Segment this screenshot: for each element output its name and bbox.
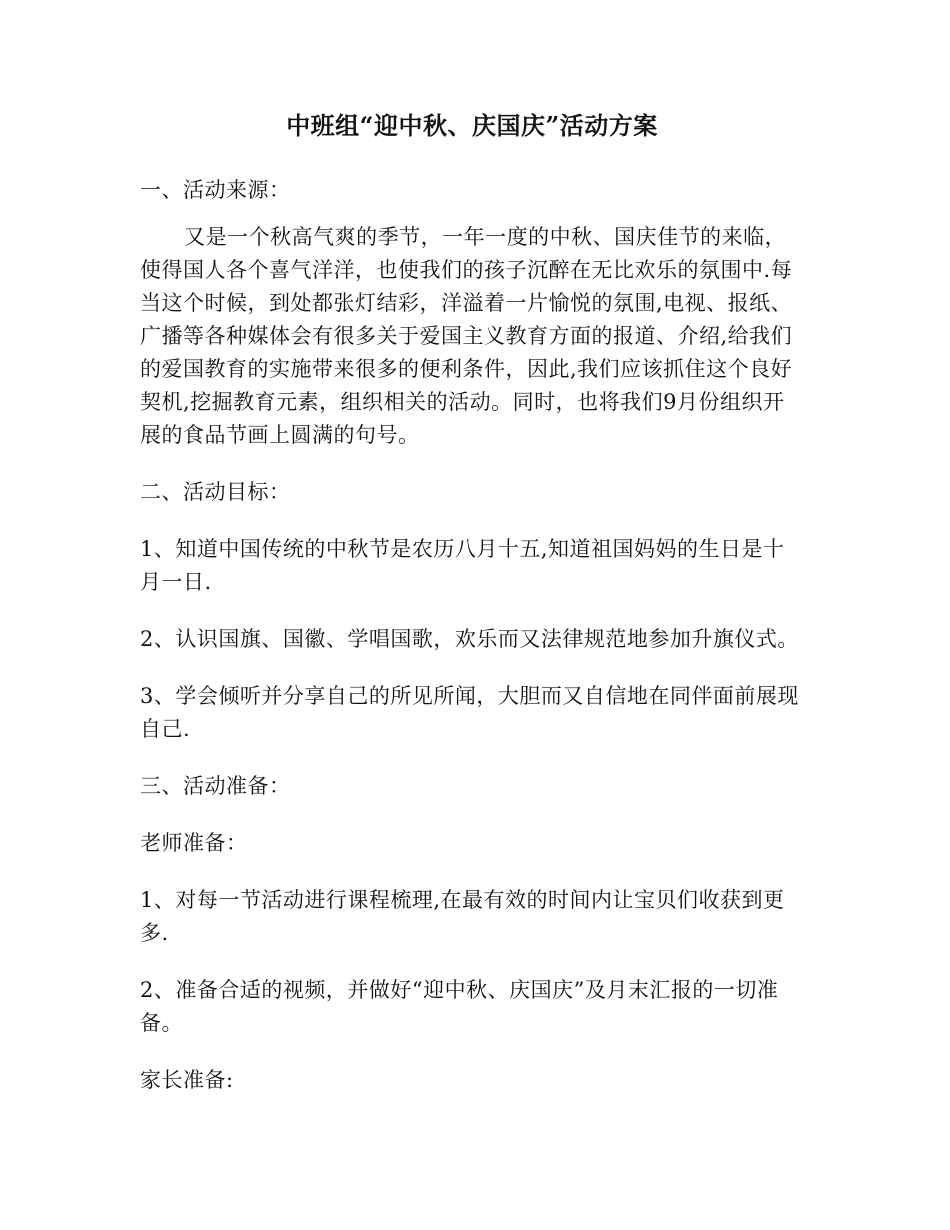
goal-item-1: 1、知道中国传统的中秋节是农历八月十五,知道祖国妈妈的生日是十月一日. [140,537,785,594]
section-1-paragraph: 又是一个秋高气爽的季节，一年一度的中秋、国庆佳节的来临，使得国人各个喜气洋洋，也使我们的孩子沉醉在无比欢乐的氛围中.每当这个时候，到处都张灯结彩，洋溢着一片愉悦的氛围,电视、报纸、广播等各种媒体会有很多关于爱国主义教育方面的报道、介绍,给我们的爱国教育的实施带来很多的便利条件，因此,我们应该抓住这个良好契机,挖掘教育元素，组织相关的活动。同时，也将我们9月份组织开展的食品节画上圆满的句号。 [140,225,793,447]
parent-prep-heading: 家长准备: [140,1068,234,1092]
section-1-heading: 一、活动来源： [140,178,291,202]
teacher-prep-heading: 老师准备： [140,831,248,855]
section-2-heading: 二、活动目标： [140,480,291,504]
document-title: 中班组“迎中秋、庆国庆”活动方案 [286,111,658,140]
document-content [140,104,804,1097]
goal-item-3: 3、学会倾听并分享自己的所见所闻，大胆而又自信地在同伴面前展现自己. [140,684,799,741]
goal-item-2: 2、认识国旗、国徽、学唱国歌，欢乐而又法律规范地参加升旗仪式。 [140,627,799,651]
section-3-heading: 三、活动准备： [140,774,291,798]
teacher-prep-item-2: 2、准备合适的视频，并做好“迎中秋、庆国庆”及月末汇报的一切准备。 [140,978,779,1035]
teacher-prep-item-1: 1、对每一节活动进行课程梳理,在最有效的时间内让宝贝们收获到更多. [140,888,785,945]
